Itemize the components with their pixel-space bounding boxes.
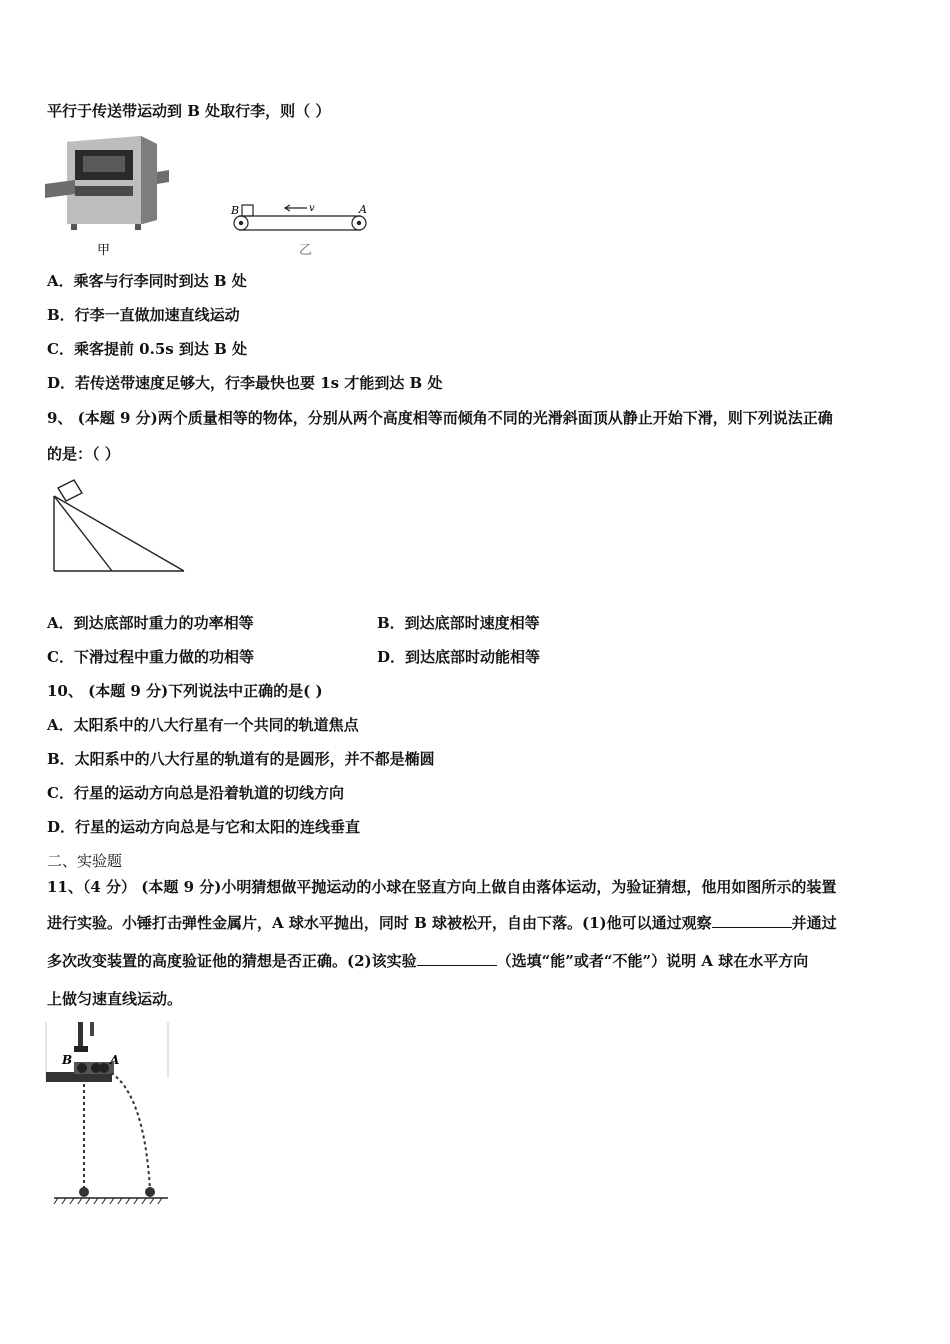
label-yi: 乙 (299, 243, 313, 258)
q11-line1: 11、（4 分） (本题 9 分)小明猜想做平抛运动的小球在竖直方向上做自由落体运动，为验证猜想，他用如图所示的装置 (47, 878, 837, 896)
q9-stem-line2: 的是：（ ） (47, 445, 120, 463)
apparatus-drawing (46, 1022, 168, 1204)
q8-stem-tail: 平行于传送带运动到 B 处取行李，则（ ） (47, 102, 331, 120)
label-jia: 甲 (97, 243, 111, 258)
q10-stem: 10、 (本题 9 分)下列说法中正确的是( ) (47, 682, 323, 700)
q10-option-c: C．行星的运动方向总是沿着轨道的切线方向 (47, 784, 344, 802)
label-B-apparatus: B (62, 1053, 73, 1067)
q9-option-d: D．到达底部时动能相等 (377, 648, 541, 666)
q11-blank-2[interactable] (417, 951, 497, 966)
q8-figure (45, 132, 385, 260)
q8-option-b: B．行李一直做加速直线运动 (47, 306, 240, 324)
q11-line3-a: 多次改变装置的高度验证他的猜想是否正确。(2)该实验 (47, 952, 417, 970)
xray-machine-image (45, 136, 169, 230)
q10-option-d: D．行星的运动方向总是与它和太阳的连线垂直 (47, 818, 361, 836)
q11-line3-b: （选填“能”或者“不能”）说明 A 球在水平方向 (496, 952, 809, 970)
q10-option-b: B．太阳系中的八大行星的轨道有的是圆形，并不都是椭圆 (47, 750, 435, 768)
q11-blank-1[interactable] (712, 913, 792, 928)
q8-option-d: D．若传送带速度足够大，行李最快也要 1s 才能到达 B 处 (47, 374, 443, 392)
q8-option-a: A．乘客与行李同时到达 B 处 (47, 272, 247, 290)
q11-line2-b: 并通过 (791, 914, 837, 932)
q10-option-a: A．太阳系中的八大行星有一个共同的轨道焦点 (47, 716, 359, 734)
q11-apparatus-figure (44, 1018, 174, 1208)
label-A-apparatus: A (110, 1053, 120, 1067)
section-title: 二、实验题 (47, 852, 123, 870)
q9-option-c: C．下滑过程中重力做的功相等 (47, 648, 254, 666)
q8-option-c: C．乘客提前 0.5s 到达 B 处 (47, 340, 248, 358)
q11-line4: 上做匀速直线运动。 (47, 990, 183, 1008)
q9-option-a: A．到达底部时重力的功率相等 (47, 614, 254, 632)
label-v: v (309, 203, 315, 214)
q9-option-b: B．到达底部时速度相等 (377, 614, 540, 632)
q11-line2-a: 进行实验。小锤打击弹性金属片，A 球水平抛出，同时 B 球被松开，自由下落。(1)他可以通过观察 (47, 914, 712, 932)
label-A-belt: A (359, 203, 367, 216)
q9-stem-line1: 9、 (本题 9 分)两个质量相等的物体，分别从两个高度相等而倾角不同的光滑斜面顶从静止开始下滑，则下列说法正确 (47, 409, 833, 427)
label-B-belt: B (231, 204, 240, 217)
q9-incline-figure (50, 476, 190, 576)
q11-line2 (47, 913, 837, 933)
conveyor-belt-diagram (234, 205, 366, 230)
q11-line3 (47, 951, 808, 971)
